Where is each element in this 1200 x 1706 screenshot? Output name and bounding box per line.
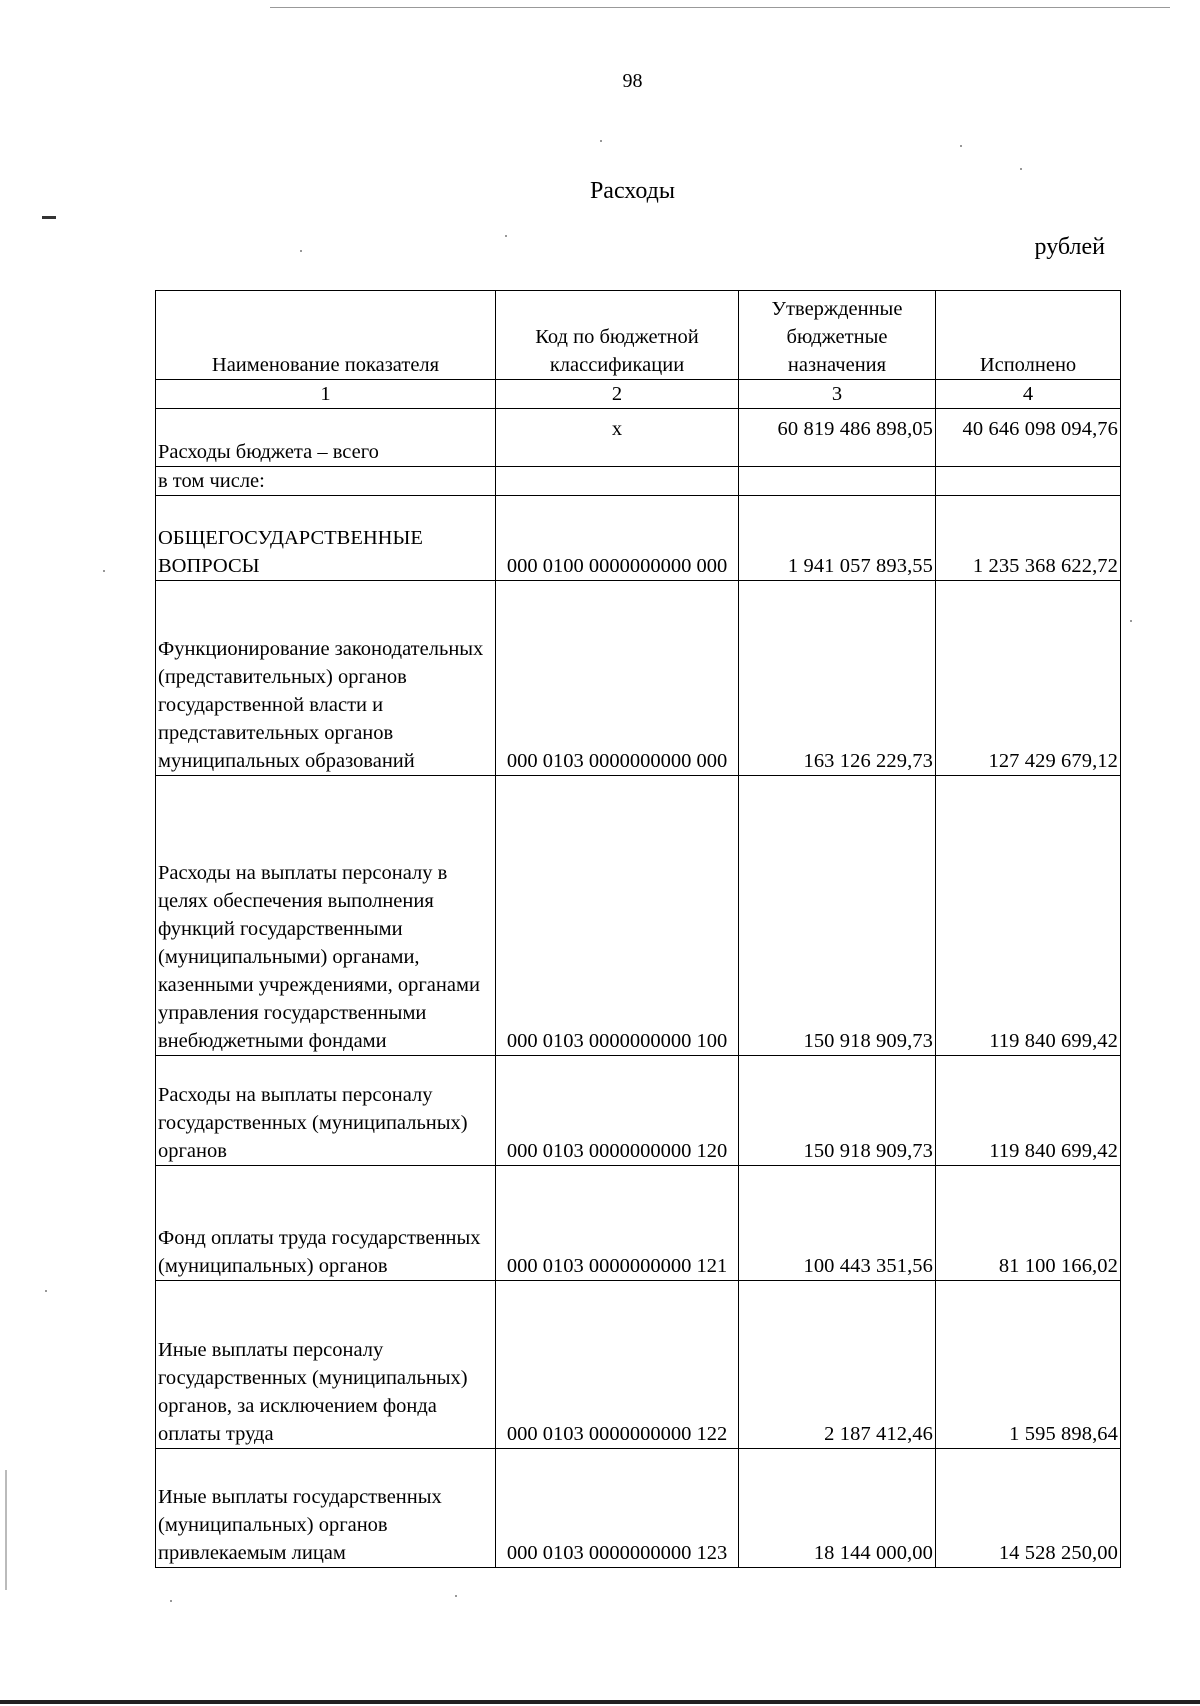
column-number: 2 (496, 380, 739, 409)
scan-margin-dash (42, 216, 56, 219)
row-approved: 150 918 909,73 (739, 776, 936, 1056)
scan-speck (960, 145, 962, 147)
row-executed: 14 528 250,00 (936, 1449, 1121, 1568)
scan-margin-mark (5, 1470, 7, 1590)
row-code: 000 0103 0000000000 000 (496, 581, 739, 776)
table-header-row (156, 291, 1121, 380)
scan-bottom-line (0, 1700, 1200, 1704)
row-name: Расходы на выплаты персоналу в целях обеспечения выполнения функций государственными (муниципальными) органами, казенными учреждениями, органами управления государственными внебюджетными фондами (156, 776, 496, 1056)
table-row (156, 1056, 1121, 1166)
table-row (156, 496, 1121, 581)
row-code: 000 0103 0000000000 123 (496, 1449, 739, 1568)
row-executed: 1 595 898,64 (936, 1281, 1121, 1449)
table-row (156, 1281, 1121, 1449)
row-approved: 100 443 351,56 (739, 1166, 936, 1281)
table-row (156, 581, 1121, 776)
table-row (156, 776, 1121, 1056)
row-approved: 150 918 909,73 (739, 1056, 936, 1166)
row-code: 000 0103 0000000000 100 (496, 776, 739, 1056)
total-row (156, 409, 1121, 467)
row-executed: 119 840 699,42 (936, 776, 1121, 1056)
row-name: Расходы бюджета – всего (156, 409, 496, 467)
row-approved: 2 187 412,46 (739, 1281, 936, 1449)
including-label: в том числе: (156, 467, 496, 496)
row-executed: 81 100 166,02 (936, 1166, 1121, 1281)
column-number: 3 (739, 380, 936, 409)
page-number: 98 (622, 70, 643, 92)
column-header-approved: Утвержденные бюджетные назначения (739, 291, 936, 380)
row-name: Иные выплаты персоналу государственных (муниципальных) органов, за исключением фонда оплаты труда (156, 1281, 496, 1449)
scan-speck (455, 1595, 457, 1597)
scan-speck (600, 140, 602, 142)
row-approved: 1 941 057 893,55 (739, 496, 936, 581)
row-name: Иные выплаты государственных (муниципальных) органов привлекаемым лицам (156, 1449, 496, 1568)
row-name: ОБЩЕГОСУДАРСТВЕННЫЕ ВОПРОСЫ (156, 496, 496, 581)
scan-speck (1130, 620, 1132, 622)
row-code: 000 0100 0000000000 000 (496, 496, 739, 581)
column-header-code: Код по бюджетной классификации (496, 291, 739, 380)
page-title: Расходы (589, 178, 676, 204)
column-number: 4 (936, 380, 1121, 409)
row-approved: 163 126 229,73 (739, 581, 936, 776)
table-row (156, 1166, 1121, 1281)
scan-speck (45, 1290, 47, 1292)
row-code: x (496, 409, 739, 467)
row-name: Расходы на выплаты персоналу государственных (муниципальных) органов (156, 1056, 496, 1166)
column-number: 1 (156, 380, 496, 409)
scan-top-line (270, 7, 1170, 8)
row-code: 000 0103 0000000000 120 (496, 1056, 739, 1166)
row-executed: 40 646 098 094,76 (936, 409, 1121, 467)
row-approved: 18 144 000,00 (739, 1449, 936, 1568)
row-executed: 127 429 679,12 (936, 581, 1121, 776)
column-header-name: Наименование показателя (156, 291, 496, 380)
row-approved: 60 819 486 898,05 (739, 409, 936, 467)
scan-speck (505, 235, 507, 237)
scan-speck (300, 250, 302, 252)
row-code: 000 0103 0000000000 121 (496, 1166, 739, 1281)
scan-speck (103, 570, 105, 572)
column-header-executed: Исполнено (936, 291, 1121, 380)
row-name: Фонд оплаты труда государственных (муниципальных) органов (156, 1166, 496, 1281)
column-number-row (156, 380, 1121, 409)
scan-speck (170, 1600, 172, 1602)
row-code: 000 0103 0000000000 122 (496, 1281, 739, 1449)
scan-speck (1020, 168, 1022, 170)
row-executed: 1 235 368 622,72 (936, 496, 1121, 581)
row-name: Функционирование законодательных (представительных) органов государственной власти и представительных органов муниципальных образований (156, 581, 496, 776)
units-label: рублей (1034, 234, 1105, 260)
including-row (156, 467, 1121, 496)
row-executed: 119 840 699,42 (936, 1056, 1121, 1166)
expenses-table (155, 290, 1121, 1568)
table-row (156, 1449, 1121, 1568)
